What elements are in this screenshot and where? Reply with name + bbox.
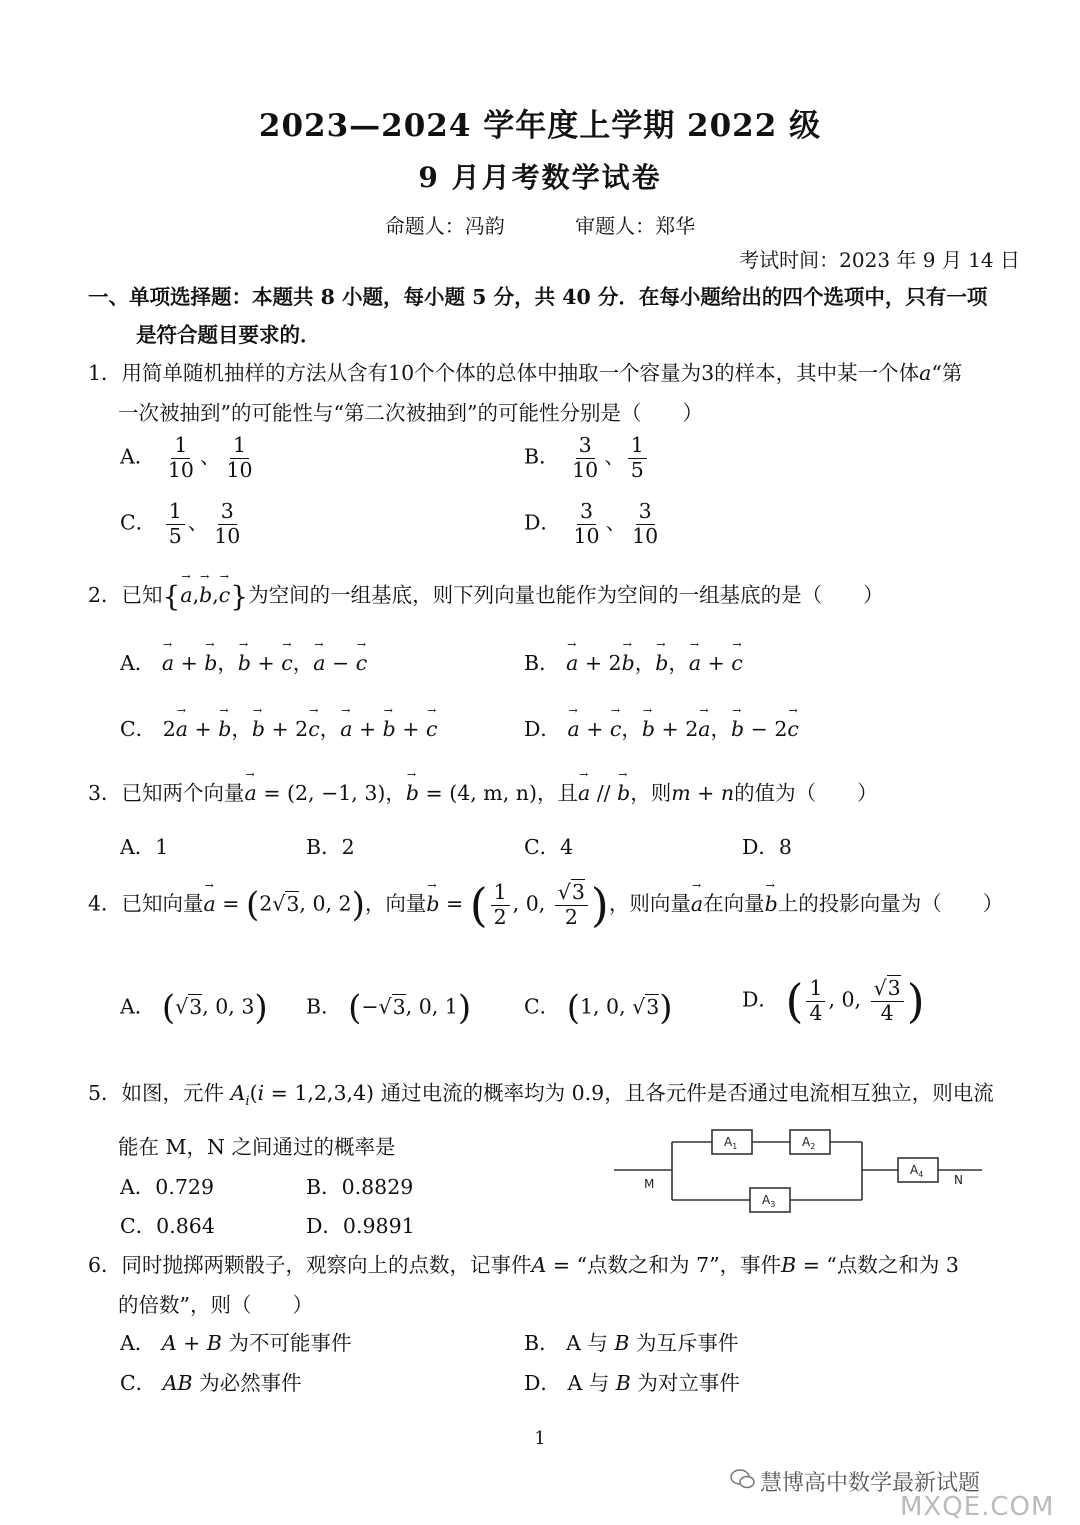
q4-option-b: B． (−√3, 0, 1) [306, 988, 472, 1028]
q2-option-b: B． → a + 2→ b，→ b，→ a + → c [524, 646, 743, 676]
node-m-label: M [644, 1177, 655, 1191]
exam-time: 考试时间：2023 年 9 月 14 日 [739, 248, 1020, 272]
q5-option-d: D．0.9891 [306, 1214, 415, 1238]
q6-option-d: D． A 与 B 为对立事件 [524, 1371, 740, 1395]
q6-option-a: A． A + B 为不可能事件 [120, 1331, 352, 1355]
element-a4-label: $A_4$ [910, 1163, 924, 1179]
q1-option-c: C． $\frac{1}{5}$ 、 $\frac{3}{10}$ [120, 499, 241, 548]
section-heading-cont: 是符合题目要求的． [136, 323, 321, 347]
question-4: 4．已知向量→ a = (2√3, 0, 2)，向量→ b = ( $\frac{1}{2}$ , 0, $\frac{√3}{2}$ )，则向量→ a在向量→ b上的投影向量为（ ） [88, 878, 1003, 932]
q6-option-b: B． A 与 B 为互斥事件 [524, 1331, 739, 1355]
q3-option-c: C．4 [524, 835, 574, 859]
question-1-line2: 一次被抽到”的可能性与“第二次被抽到”的可能性分别是（ ） [118, 401, 703, 425]
watermark-site: MXQE.COM [900, 1492, 1055, 1522]
question-6-line1: 6．同时抛掷两颗骰子，观察向上的点数，记事件A = “点数之和为 7”，事件B = “点数之和为 3 [88, 1253, 959, 1277]
q1-option-d: D． $\frac{3}{10}$ 、 $\frac{3}{10}$ [524, 499, 659, 548]
q3-option-b: B．2 [306, 835, 355, 859]
question-2: 2．已知{→ a,→ b,→ c}为空间的一组基底，则下列向量也能作为空间的一组基底的是（ ） [88, 578, 884, 613]
page-number: 1 [534, 1428, 546, 1449]
q2-option-a: A． → a + → b，→ b + → c，→ a − → c [120, 646, 367, 676]
q4-option-a: A． (√3, 0, 3) [120, 988, 268, 1028]
element-a3-label: $A_3$ [762, 1193, 776, 1209]
proposer: 命题人：冯韵 [384, 214, 505, 238]
wechat-icon [730, 1468, 756, 1490]
q5-option-c: C．0.864 [120, 1214, 215, 1238]
q2-option-c: C． 2→ a + → b，→ b + 2→ c，→ a + → b + → c [120, 712, 437, 742]
question-6-line2: 的倍数”，则（ ） [118, 1293, 313, 1317]
watermark-text: 慧博高中数学最新试题 [760, 1471, 981, 1496]
question-5-line1: 5．如图，元件 $A_i(i = 1,2,3,4)$ 通过电流的概率均为 0.9，且各元件是否通过电流相互独立，则电流 [88, 1081, 994, 1110]
reviewer: 审题人：郑华 [575, 214, 696, 238]
q1-option-b: B． $\frac{3}{10}$ 、 $\frac{1}{5}$ [524, 434, 650, 482]
circuit-diagram [614, 1120, 994, 1224]
q5-option-a: A．0.729 [120, 1175, 214, 1199]
authors [0, 210, 1080, 239]
exam-title: 2023—2024 学年度上学期 2022 级 [258, 108, 822, 144]
node-n-label: N [954, 1173, 963, 1187]
element-a1-label: $A_1$ [724, 1135, 738, 1151]
q4-option-c: C． (1, 0, √3) [524, 988, 673, 1028]
question-5-line2: 能在 M，N 之间通过的概率是 [118, 1135, 396, 1159]
q2-option-d: D． → a + → c，→ b + 2→ a，→ b − 2→ c [524, 712, 799, 742]
question-1-line1: 1．用简单随机抽样的方法从含有10个个体的总体中抽取一个容量为3的样本，其中某一个体a“第 [88, 361, 963, 385]
q3-option-d: D．8 [742, 835, 792, 859]
q3-option-a: A．1 [120, 835, 169, 859]
section-heading: 一、单项选择题：本题共 8 小题，每小题 5 分，共 40 分．在每小题给出的四个选项中，只有一项 [88, 285, 988, 309]
q5-option-b: B．0.8829 [306, 1175, 414, 1199]
q6-option-c: C． AB 为必然事件 [120, 1371, 302, 1395]
element-a2-label: $A_2$ [802, 1135, 816, 1151]
q4-option-d: D． ( $\frac{1}{4}$ , 0, $\frac{√3}{4}$ ) [742, 974, 925, 1028]
exam-subtitle: 9 月月考数学试卷 [418, 161, 662, 194]
q1-option-a: A． $\frac{1}{10}$ 、 $\frac{1}{10}$ [120, 433, 253, 482]
question-3: 3．已知两个向量→ a = (2, −1, 3)，→ b = (4, m, n)，且→ a // → b，则m + n的值为（ ） [88, 776, 878, 806]
